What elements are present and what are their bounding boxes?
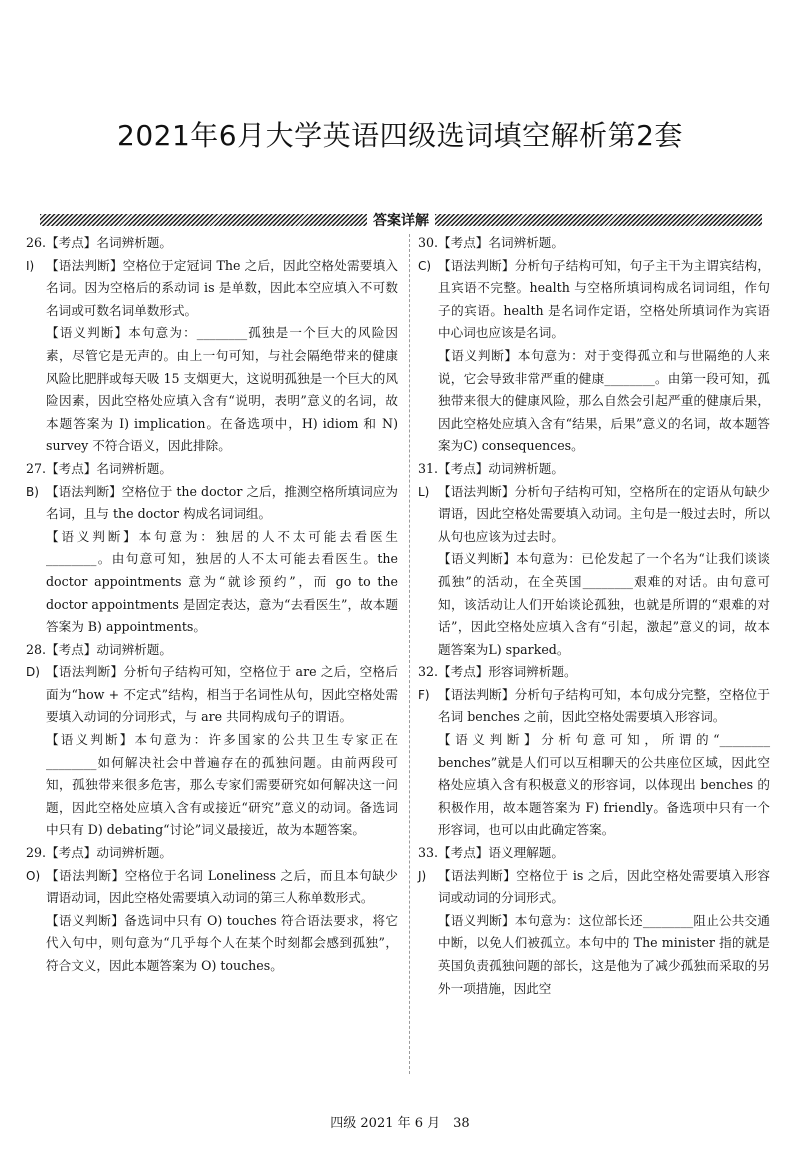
section-label: 答案详解 — [373, 213, 429, 229]
answer-entry — [26, 661, 398, 729]
meaning-analysis: 【语义判断】分析句意可知，所谓的“________ benches”就是人们可以互相聊天的公共座位区域，因此空格处应填入含有积极意义的形容词，以体现出 benches 的积极作用，故本题答案为 F) friendly。备选项中只有一个形容词，也可以由此确定答案。 — [438, 732, 770, 838]
answer-letter: J) — [418, 868, 427, 883]
answer-letter — [418, 548, 438, 661]
answer-letter — [418, 729, 438, 842]
answer-letter — [26, 729, 46, 842]
meaning-analysis: 【语义判断】本句意为：已伦发起了一个名为“让我们谈谈孤独”的活动，在全英国________艰难的对话。由句意可知，该活动让人们开始谈论孤独，也就是所谓的“艰难的对话”，因此空格处应填入含有“引起，激起”意义的词，故本题答案为L) sparked。 — [438, 551, 770, 657]
answer-entry — [418, 684, 770, 729]
answer-letter — [418, 910, 438, 1000]
divider-hatch-right — [435, 214, 762, 226]
column-divider — [409, 234, 410, 1074]
section-divider — [40, 212, 762, 228]
meaning-analysis: 【语义判断】本句意为：独居的人不太可能去看医生________。由句意可知，独居的人不太可能去看医生。the doctor appointments 意为“就诊预约”，而 go to the doctor appointments 是固定表达，意为“去看医生”，故本题答案为 B) appointments。 — [46, 528, 398, 635]
grammar-analysis: 【语法判断】分析句子结构可知，空格位于 are 之后，空格后面为“how + 不定式”结构，相当于名词性从句，因此空格处需要填入动词的分词形式，与 are 共同构成句子的谓语。 — [46, 664, 398, 725]
question-heading: 33.【考点】语义理解题。 — [418, 845, 564, 861]
explanation-entry — [418, 729, 770, 842]
answer-entry — [418, 255, 770, 345]
meaning-analysis: 【语义判断】备选词中只有 O) touches 符合语法要求，将它代入句中，则句意为“几乎每个人在某个时刻都会感到孤独”，符合文义，因此本题答案为 O) touches。 — [46, 912, 398, 973]
meaning-analysis: 【语义判断】本句意为：许多国家的公共卫生专家正在________如何解决社会中普遍存在的孤独问题。由前两段可知，孤独带来很多危害，那么专家们需要研究如何解决这一问题，因此空格处应填入含有或接近“研究”意义的动词。备选词中只有 D) debating“讨论”词义最接近，故为本题答案。 — [46, 732, 398, 838]
meaning-analysis: 【语义判断】本句意为：对于变得孤立和与世隔绝的人来说，它会导致非常严重的健康________。由第一段可知，孤独带来很大的健康风险，那么自然会引起严重的健康后果，因此空格处应填入含有“结果，后果”意义的名词，故本题答案为C) consequences。 — [438, 347, 770, 454]
answer-letter: C) — [418, 258, 432, 273]
grammar-analysis: 【语法判断】空格位于名词 Loneliness 之后，而且本句缺少谓语动词，因此空格处需要填入动词的第三人称单数形式。 — [46, 867, 398, 906]
explanation-entry — [26, 526, 398, 639]
answer-entry — [418, 865, 770, 910]
question-heading: 26.【考点】名词辨析题。 — [26, 235, 172, 250]
explanation-entry — [418, 548, 770, 661]
answer-letter — [26, 910, 46, 978]
answer-letter: D) — [26, 665, 40, 680]
explanation-entry — [26, 910, 398, 978]
question-heading: 29.【考点】动词辨析题。 — [26, 845, 172, 861]
answer-letter: B) — [26, 484, 39, 499]
question-heading: 31.【考点】动词辨析题。 — [418, 460, 564, 476]
answer-entry — [26, 255, 398, 323]
page-title: 2021年6月大学英语四级选词填空解析第2套 — [117, 119, 683, 152]
question-heading: 27.【考点】名词辨析题。 — [26, 460, 172, 476]
answer-entry — [26, 481, 398, 526]
grammar-analysis: 【语法判断】分析句子结构可知，空格所在的定语从句缺少谓语，因此空格处需要填入动词。主句是一般过去时，所以从句也应该为过去时。 — [438, 483, 770, 544]
explanation-entry — [26, 322, 398, 458]
answer-letter — [26, 322, 46, 458]
explanation-entry — [26, 729, 398, 842]
answer-letter — [26, 526, 46, 639]
explanation-entry — [418, 910, 770, 1000]
grammar-analysis: 【语法判断】空格位于 is 之后，因此空格处需要填入形容词或动词的分词形式。 — [438, 867, 770, 906]
grammar-analysis: 【语法判断】空格位于 the doctor 之后，推测空格所填词应为名词，且与 the doctor 构成名词词组。 — [46, 483, 398, 522]
grammar-analysis: 【语法判断】分析句子结构可知，本句成分完整，空格位于名词 benches 之前，因此空格处需要填入形容词。 — [438, 686, 770, 725]
answer-letter: L) — [418, 484, 430, 499]
answer-letter: I) — [26, 258, 35, 273]
answer-letter: O) — [26, 868, 41, 883]
right-column — [418, 232, 770, 1000]
question-heading: 28.【考点】动词辨析题。 — [26, 641, 172, 657]
answer-letter: F) — [418, 687, 430, 702]
answer-letter — [418, 345, 438, 458]
answer-entry — [26, 865, 398, 910]
grammar-analysis: 【语法判断】分析句子结构可知，句子主干为主谓宾结构，且宾语不完整。health 与空格所填词构成名词词组，作句子的宾语。health 是名词作定语，空格处所填词作为宾语中心词也应该是名词。 — [438, 257, 770, 341]
grammar-analysis: 【语法判断】空格位于定冠词 The 之后，因此空格处需要填入名词。因为空格后的系动词 is 是单数，因此本空应填入不可数名词或可数名词单数形式。 — [46, 257, 398, 318]
question-heading: 30.【考点】名词辨析题。 — [418, 235, 564, 250]
answer-entry — [418, 481, 770, 549]
left-column — [26, 232, 398, 978]
meaning-analysis: 【语义判断】本句意为：这位部长还________阻止公共交通中断，以免人们被孤立。本句中的 The minister 指的就是英国负责孤独问题的部长，这是他为了减少孤独而采取的另外一项措施，因此空 — [438, 912, 770, 996]
question-heading: 32.【考点】形容词辨析题。 — [418, 664, 577, 680]
page-footer: 四级 2021 年 6 月 38 — [330, 1116, 470, 1131]
divider-hatch-left — [40, 214, 367, 226]
explanation-entry — [418, 345, 770, 458]
meaning-analysis: 【语义判断】本句意为：________孤独是一个巨大的风险因素，尽管它是无声的。由上一句可知，与社会隔绝带来的健康风险比肥胖或每天吸 15 支烟更大，这说明孤独是一个巨大的风险因素，因此空格处应填入含有“说明，表明”意义的名词，故本题答案为 I) implication。在备选项中，H) idiom 和 N) survey 不符合语义，因此排除。 — [46, 325, 398, 454]
